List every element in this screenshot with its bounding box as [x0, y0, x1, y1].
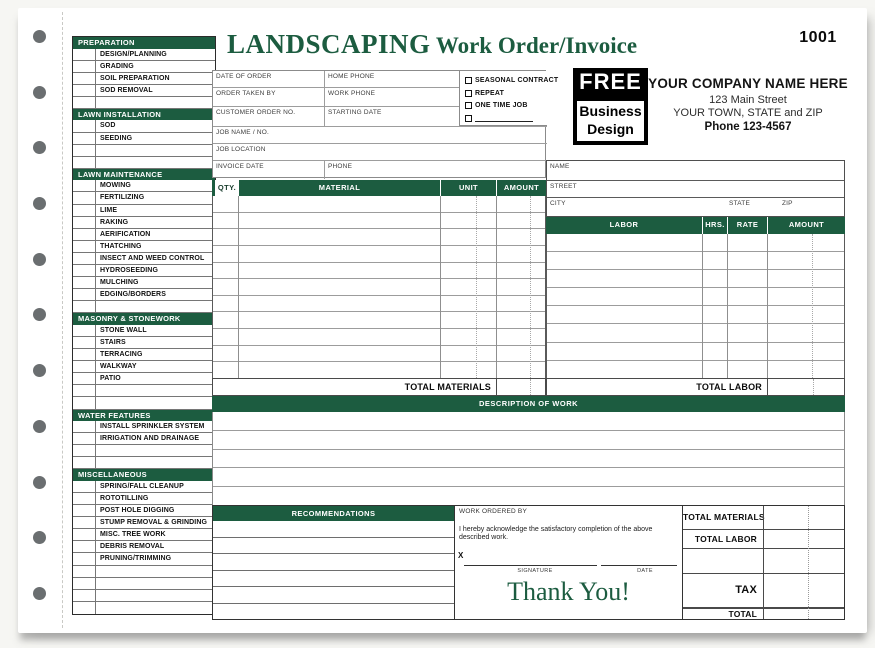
service-checkbox-cell[interactable] [73, 253, 96, 264]
field-label: CITY [550, 200, 566, 207]
service-checkbox-cell[interactable] [73, 61, 96, 72]
service-label: WALKWAY [100, 363, 137, 371]
service-label [96, 457, 215, 468]
service-row [73, 553, 215, 565]
binder-hole [33, 364, 46, 377]
service-row [73, 421, 215, 433]
service-row [73, 493, 215, 505]
cents-divider [812, 234, 813, 379]
recommendations-box [212, 505, 455, 620]
checkbox-label: REPEAT [475, 89, 505, 97]
thank-you-message: Thank You! [507, 577, 630, 606]
service-label: ROTOTILLING [100, 495, 149, 502]
service-row [73, 505, 215, 517]
company-town: YOUR TOWN, STATE and ZIP [673, 107, 823, 119]
labor-header-amount: AMOUNT [767, 217, 845, 234]
sidebar-section-header: WATER FEATURES [73, 410, 215, 422]
checkbox-blank-line[interactable] [475, 115, 533, 122]
form-title [227, 29, 637, 60]
column-divider [767, 234, 768, 379]
service-row [73, 325, 215, 337]
service-label [96, 566, 215, 577]
service-label: MOWING [100, 182, 131, 190]
labor-row[interactable] [547, 306, 844, 324]
column-divider [763, 506, 764, 619]
service-label: STUMP REMOVAL & GRINDING [100, 519, 208, 527]
service-row [73, 566, 215, 578]
service-label: HYDROSEEDING [100, 267, 158, 274]
field-customer-name[interactable] [547, 161, 844, 181]
service-checkbox-cell[interactable] [73, 373, 96, 384]
labor-row[interactable] [547, 361, 844, 378]
field-customer-city-state-zip[interactable] [547, 198, 844, 216]
field-job-name-no[interactable] [213, 126, 547, 143]
binder-hole [33, 476, 46, 489]
customer-address-box [546, 160, 845, 217]
work-ordered-by-box [455, 505, 683, 620]
service-checkbox-cell[interactable] [73, 602, 96, 614]
service-row [73, 133, 215, 145]
service-label: TERRACING [100, 351, 143, 359]
logo-line-business: Business [579, 103, 642, 119]
recommendations-line[interactable] [213, 554, 454, 571]
service-row [73, 192, 215, 204]
service-label: RAKING [100, 218, 129, 226]
service-row [73, 337, 215, 349]
labor-table [546, 217, 845, 396]
column-divider [440, 196, 441, 378]
recommendations-line[interactable] [213, 587, 454, 604]
order-info-grid [212, 70, 559, 178]
service-checkbox-cell[interactable] [73, 337, 96, 348]
labor-row[interactable] [547, 234, 844, 252]
field-date-of-order[interactable] [213, 71, 324, 87]
checkbox-label: ONE TIME JOB [475, 102, 528, 110]
service-label: LIME [100, 206, 118, 214]
contract-type-option [460, 87, 547, 100]
company-phone: Phone 123-4567 [704, 121, 792, 133]
service-row [73, 349, 215, 361]
service-checkbox-cell[interactable] [73, 133, 96, 144]
signature-label: SIGNATURE [517, 568, 553, 574]
service-label [96, 97, 215, 108]
service-label: GRADING [100, 62, 134, 70]
service-checkbox-cell[interactable] [73, 192, 96, 203]
labor-row[interactable] [547, 252, 844, 270]
service-checkbox-cell[interactable] [73, 73, 96, 84]
service-row [73, 301, 215, 313]
service-row [73, 397, 215, 409]
field-customer-street[interactable] [547, 181, 844, 198]
service-row [73, 229, 215, 241]
service-row [73, 590, 215, 602]
service-checkbox-cell[interactable] [73, 481, 96, 492]
service-checkbox-cell[interactable] [73, 157, 96, 168]
service-row [73, 445, 215, 457]
field-label: STATE [729, 200, 750, 207]
form-number: 1001 [799, 29, 837, 46]
cents-divider [476, 196, 477, 378]
column-divider [702, 234, 703, 379]
contract-type-option [460, 74, 559, 87]
service-checkbox-cell[interactable] [73, 566, 96, 577]
service-checkbox-cell[interactable] [73, 493, 96, 504]
service-checkbox-cell[interactable] [73, 397, 96, 408]
field-label: HOME PHONE [328, 73, 375, 80]
company-street: 123 Main Street [709, 94, 787, 106]
field-label: STREET [550, 183, 577, 190]
field-label: NAME [550, 163, 570, 170]
field-label: STARTING DATE [328, 109, 382, 116]
recommendations-line[interactable] [213, 521, 454, 538]
service-checkbox-cell[interactable] [73, 553, 96, 564]
service-checkbox-cell[interactable] [73, 145, 96, 156]
service-checkbox-cell[interactable] [73, 529, 96, 540]
checkbox-icon[interactable] [465, 115, 472, 122]
service-checkbox-cell[interactable] [73, 49, 96, 60]
service-row [73, 602, 215, 614]
service-label: THATCHING [100, 242, 142, 250]
total-materials-label: TOTAL MATERIALS [404, 382, 491, 392]
service-label: AERIFICATION [100, 230, 151, 238]
labor-row[interactable] [547, 324, 844, 342]
service-label: SOD REMOVAL [100, 86, 153, 94]
description-line[interactable] [213, 468, 844, 487]
service-checkbox-cell[interactable] [73, 349, 96, 360]
service-label: EDGING/BORDERS [100, 291, 166, 299]
company-block [648, 76, 848, 135]
service-checkbox-cell[interactable] [73, 265, 96, 276]
service-label [96, 445, 215, 456]
totals-label: TOTAL LABOR [694, 533, 757, 544]
labor-header-rate: RATE [727, 217, 767, 234]
labor-body [546, 234, 845, 379]
contract-type-option [460, 112, 547, 125]
field-label: PHONE [328, 162, 353, 170]
title-sub: Work Order/Invoice [430, 33, 638, 58]
service-label: SOD [100, 122, 116, 130]
service-row [73, 120, 215, 132]
service-row [73, 457, 215, 469]
service-label [96, 145, 215, 156]
service-label: DEBRIS REMOVAL [100, 543, 165, 551]
binder-hole [33, 253, 46, 266]
description-of-work-area [212, 412, 845, 505]
materials-header-amount: AMOUNT [496, 180, 546, 196]
totals-amount-cell[interactable] [763, 530, 844, 548]
service-row [73, 49, 215, 61]
totals-label: TAX [735, 584, 757, 597]
service-checkbox-cell[interactable] [73, 385, 96, 396]
sidebar-section-header: MASONRY & STONEWORK [73, 313, 215, 325]
service-row [73, 433, 215, 445]
sidebar-section-header: LAWN INSTALLATION [73, 109, 215, 121]
service-label [96, 397, 215, 408]
service-checkbox-cell[interactable] [73, 85, 96, 96]
cents-divider [808, 506, 809, 619]
service-row [73, 289, 215, 301]
labor-header-hrs: HRS. [702, 217, 727, 234]
service-row [73, 529, 215, 541]
checkbox-label: SEASONAL CONTRACT [475, 76, 559, 84]
column-divider [238, 196, 239, 378]
total-labor-amount-cell[interactable] [767, 379, 844, 395]
totals-amount-cell[interactable] [763, 609, 844, 619]
materials-table [212, 180, 546, 396]
work-ordered-by-label: WORK ORDERED BY [459, 508, 528, 515]
service-checkbox-cell[interactable] [73, 457, 96, 468]
field-label: ORDER TAKEN BY [216, 90, 276, 97]
description-line[interactable] [213, 450, 844, 469]
field-work-phone[interactable] [324, 87, 459, 106]
binder-hole [33, 30, 46, 43]
description-line[interactable] [213, 412, 844, 431]
sidebar-section-header: PREPARATION [73, 37, 215, 49]
binder-hole [33, 86, 46, 99]
service-label: PATIO [100, 375, 121, 383]
service-row [73, 61, 215, 73]
business-design-logo [573, 97, 648, 145]
cents-divider [813, 379, 814, 395]
service-row [73, 481, 215, 493]
service-label: INSTALL SPRINKLER SYSTEM [100, 423, 205, 431]
description-of-work-header: DESCRIPTION OF WORK [212, 396, 845, 412]
recommendations-header: RECOMMENDATIONS [213, 506, 454, 521]
service-row [73, 541, 215, 553]
column-divider [496, 196, 497, 378]
service-label: SPRING/FALL CLEANUP [100, 482, 184, 490]
tractor-feed-holes [33, 30, 48, 600]
contract-type-panel [459, 71, 559, 126]
materials-header-row [212, 180, 546, 196]
materials-header-qty: QTY. [215, 180, 239, 196]
contract-type-option [460, 100, 547, 113]
date-line[interactable] [601, 558, 677, 566]
field-label: JOB NAME / NO. [216, 128, 270, 136]
logo-line-design: Design [587, 121, 634, 137]
service-label: STONE WALL [100, 326, 147, 334]
checkbox-icon[interactable] [465, 77, 472, 84]
service-row [73, 578, 215, 590]
service-checkbox-cell[interactable] [73, 180, 96, 191]
field-invoice-date[interactable] [213, 160, 324, 179]
service-row [73, 180, 215, 192]
title-main: LANDSCAPING [227, 29, 431, 59]
service-label: DESIGN/PLANNING [100, 50, 167, 58]
field-label: ZIP [782, 200, 793, 207]
checkbox-icon[interactable] [465, 90, 472, 97]
labor-row[interactable] [547, 343, 844, 361]
description-line[interactable] [213, 487, 844, 505]
total-labor-label: TOTAL LABOR [696, 382, 762, 392]
totals-label: TOTAL [728, 609, 757, 619]
service-checkbox-cell[interactable] [73, 205, 96, 216]
service-label [96, 385, 215, 396]
service-label [96, 301, 215, 312]
field-job-location[interactable] [213, 143, 547, 160]
service-label [96, 578, 215, 589]
service-label: POST HOLE DIGGING [100, 507, 175, 515]
service-label [96, 590, 215, 601]
service-checkbox-cell[interactable] [73, 289, 96, 300]
service-label: SOIL PREPARATION [100, 74, 170, 82]
service-label: PRUNING/TRIMMING [100, 555, 172, 563]
service-row [73, 277, 215, 289]
field-label: WORK PHONE [328, 90, 376, 97]
service-row [73, 205, 215, 217]
field-order-taken-by[interactable] [213, 87, 324, 106]
service-row [73, 265, 215, 277]
service-checkbox-cell[interactable] [73, 325, 96, 336]
binder-hole [33, 531, 46, 544]
company-name: YOUR COMPANY NAME HERE [648, 76, 848, 91]
service-label: INSECT AND WEED CONTROL [100, 254, 205, 262]
service-checkbox-cell[interactable] [73, 578, 96, 589]
total-materials-row [212, 378, 546, 396]
recommendations-line[interactable] [213, 604, 454, 620]
field-label: CUSTOMER ORDER NO. [216, 109, 296, 116]
service-row [73, 217, 215, 229]
recommendations-line[interactable] [213, 538, 454, 555]
service-checkbox-cell[interactable] [73, 445, 96, 456]
field-label: DATE OF ORDER [216, 73, 272, 80]
service-label [96, 157, 215, 168]
service-row [73, 241, 215, 253]
service-row [73, 385, 215, 397]
labor-header-row [546, 217, 845, 234]
service-checkbox-cell[interactable] [73, 505, 96, 516]
service-label: MISC. TREE WORK [100, 531, 166, 539]
service-label: MULCHING [100, 279, 139, 287]
labor-row[interactable] [547, 288, 844, 306]
field-label: JOB LOCATION [216, 146, 266, 153]
service-checkbox-cell[interactable] [73, 301, 96, 312]
recommendations-line[interactable] [213, 571, 454, 588]
invoice-totals-box [683, 505, 845, 620]
sidebar-section-header: LAWN MAINTENANCE [73, 169, 215, 181]
field-phone[interactable] [324, 160, 547, 179]
service-label: SEEDING [100, 134, 133, 142]
field-starting-date[interactable] [324, 106, 459, 126]
service-checkbox-cell[interactable] [73, 541, 96, 552]
field-home-phone[interactable] [324, 71, 459, 87]
binder-hole [33, 420, 46, 433]
service-row [73, 157, 215, 169]
totals-label: TOTAL MATERIALS [683, 512, 765, 523]
service-label [96, 602, 215, 614]
cents-divider [530, 196, 531, 378]
acknowledgment-text: I hereby acknowledge the satisfactory completion of the above described work. [459, 526, 653, 541]
service-row [73, 145, 215, 157]
service-checkbox-cell[interactable] [73, 433, 96, 444]
free-logo-banner: FREE [573, 68, 648, 97]
service-row [73, 373, 215, 385]
service-row [73, 85, 215, 97]
service-row [73, 97, 215, 109]
materials-body [212, 196, 546, 378]
service-row [73, 253, 215, 265]
service-checkbox-cell[interactable] [73, 421, 96, 432]
service-checklist-sidebar [72, 36, 216, 615]
cents-divider [530, 379, 531, 395]
service-label: STAIRS [100, 338, 126, 346]
service-checkbox-cell[interactable] [73, 361, 96, 372]
service-label: FERTILIZING [100, 194, 145, 202]
date-label: DATE [637, 568, 653, 574]
service-checkbox-cell[interactable] [73, 120, 96, 131]
service-checkbox-cell[interactable] [73, 241, 96, 252]
sidebar-section-header: MISCELLANEOUS [73, 469, 215, 481]
totals-amount-cell[interactable] [763, 574, 844, 607]
field-customer-order-no[interactable] [213, 106, 324, 126]
service-row [73, 73, 215, 85]
labor-header-labor: LABOR [609, 220, 639, 229]
binder-hole [33, 141, 46, 154]
signature-line[interactable] [464, 558, 597, 566]
checkbox-icon[interactable] [465, 102, 472, 109]
service-checkbox-cell[interactable] [73, 229, 96, 240]
service-checkbox-cell[interactable] [73, 590, 96, 601]
materials-header-material: MATERIAL [318, 183, 361, 192]
perforation-line [62, 12, 63, 628]
binder-hole [33, 587, 46, 600]
materials-header-unit: UNIT [440, 180, 496, 196]
binder-hole [33, 197, 46, 210]
totals-amount-cell[interactable] [763, 549, 844, 573]
totals-amount-cell[interactable] [763, 506, 844, 529]
service-checkbox-cell[interactable] [73, 217, 96, 228]
service-row [73, 517, 215, 529]
field-label: INVOICE DATE [216, 162, 264, 170]
service-row [73, 361, 215, 373]
service-checkbox-cell[interactable] [73, 277, 96, 288]
service-label: IRRIGATION AND DRAINAGE [100, 435, 200, 443]
binder-hole [33, 308, 46, 321]
total-labor-row [546, 378, 845, 396]
total-materials-amount-cell[interactable] [496, 379, 545, 395]
recommendations-rows [213, 521, 454, 619]
column-divider [727, 234, 728, 379]
signature-x-mark: X [458, 551, 464, 560]
description-line[interactable] [213, 431, 844, 450]
service-checkbox-cell[interactable] [73, 97, 96, 108]
labor-row[interactable] [547, 270, 844, 288]
service-checkbox-cell[interactable] [73, 517, 96, 528]
